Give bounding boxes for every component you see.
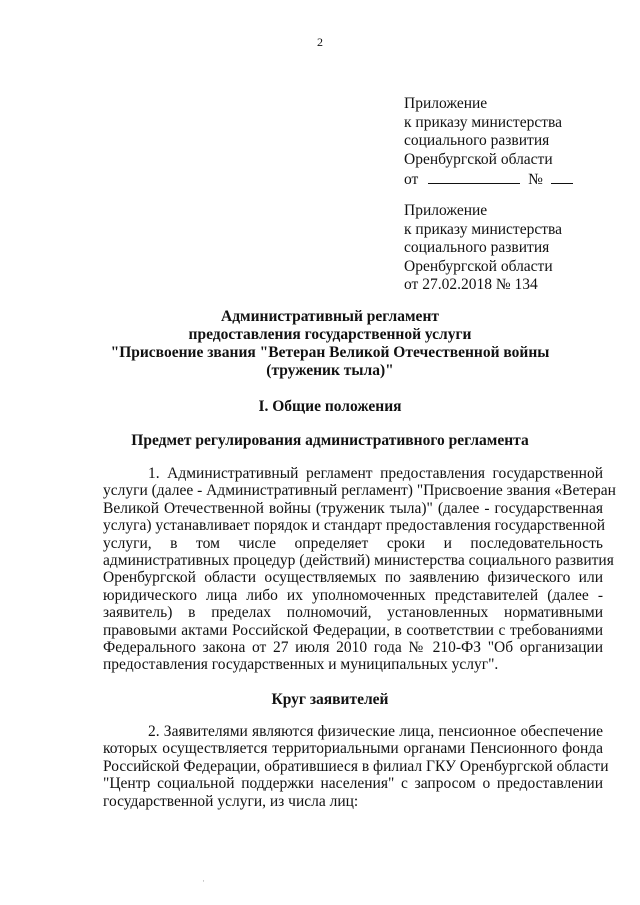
date-blank: [428, 169, 520, 184]
number-label: №: [528, 171, 543, 188]
attachment-line: социального развития: [404, 132, 550, 149]
paragraph-line: государственной услуги, из числа лиц:: [103, 792, 359, 810]
paragraph-line: Федерального закона от 27 июля 2010 года № 210-ФЗ "Об организации: [103, 639, 603, 657]
paragraph-line: административных процедур (действий) министерства социального развития: [103, 552, 614, 570]
attachment-line: Приложение: [404, 202, 488, 219]
paragraph-line: услуги, в том числе определяет сроки и последовательность: [103, 534, 603, 552]
paragraph-1: [103, 465, 616, 674]
paragraph-line: 2. Заявителями являются физические лица, пенсионное обеспечение: [148, 723, 603, 740]
attachment-line: социального развития: [404, 239, 550, 256]
section-heading: I. Общие положения: [258, 398, 402, 415]
paragraph-line: предоставления государственных и муниципальных услуг".: [103, 656, 499, 674]
scan-mark: ·: [202, 876, 205, 886]
attachment-line: Приложение: [404, 95, 488, 112]
title-line: (труженик тыла)": [266, 362, 394, 379]
attachment-line: к приказу министерства: [404, 220, 562, 238]
attachment-block-blank: [404, 95, 624, 190]
attachment-date-line: [404, 169, 624, 190]
paragraph-line: услуги (далее - Административный регламент) "Присвоение звания «Ветеран: [103, 482, 616, 500]
number-blank: [551, 169, 573, 184]
subsection-heading: Предмет регулирования административного регламента: [131, 432, 529, 449]
attachment-date: от 27.02.2018 № 134: [404, 276, 538, 293]
attachment-line: Оренбургской области: [404, 257, 553, 275]
paragraph-line: которых осуществляется территориальными органами Пенсионного фонда: [103, 740, 603, 758]
paragraph-line: 1. Административный регламент предоставления государственной: [148, 465, 603, 482]
page-number: 2: [317, 35, 323, 49]
paragraph-line: Великой Отечественной войны (труженик тыла)" (далее - государственная: [103, 499, 603, 517]
paragraph-2: [103, 723, 609, 810]
applicants-heading: Круг заявителей: [271, 691, 389, 708]
paragraph-line: Российской Федерации, обратившиеся в филиал ГКУ Оренбургской области: [103, 757, 609, 775]
paragraph-line: заявитель) в пределах полномочий, установленных нормативными: [103, 604, 603, 622]
title-line: предоставления государственной услуги: [188, 326, 472, 343]
paragraph-line: правовыми актами Российской Федерации, в соответствии с требованиями: [103, 621, 603, 639]
title-line: "Присвоение звания "Ветеран Великой Отечественной войны: [110, 344, 550, 361]
title-line: Административный регламент: [221, 308, 439, 325]
attachment-line: к приказу министерства: [404, 113, 562, 131]
attachment-block-filled: [404, 202, 624, 295]
from-label: от: [404, 171, 419, 188]
paragraph-line: Оренбургской области осуществляемых по заявлению физического или: [103, 569, 603, 587]
attachment-line: Оренбургской области: [404, 150, 553, 168]
paragraph-line: услуга) устанавливает порядок и стандарт предоставления государственной: [103, 517, 606, 535]
paragraph-line: "Центр социальной поддержки населения" с запросом о предоставлении: [103, 775, 603, 793]
paragraph-line: юридического лица либо их уполномоченных представителей (далее -: [103, 586, 603, 604]
document-title: [60, 308, 600, 380]
